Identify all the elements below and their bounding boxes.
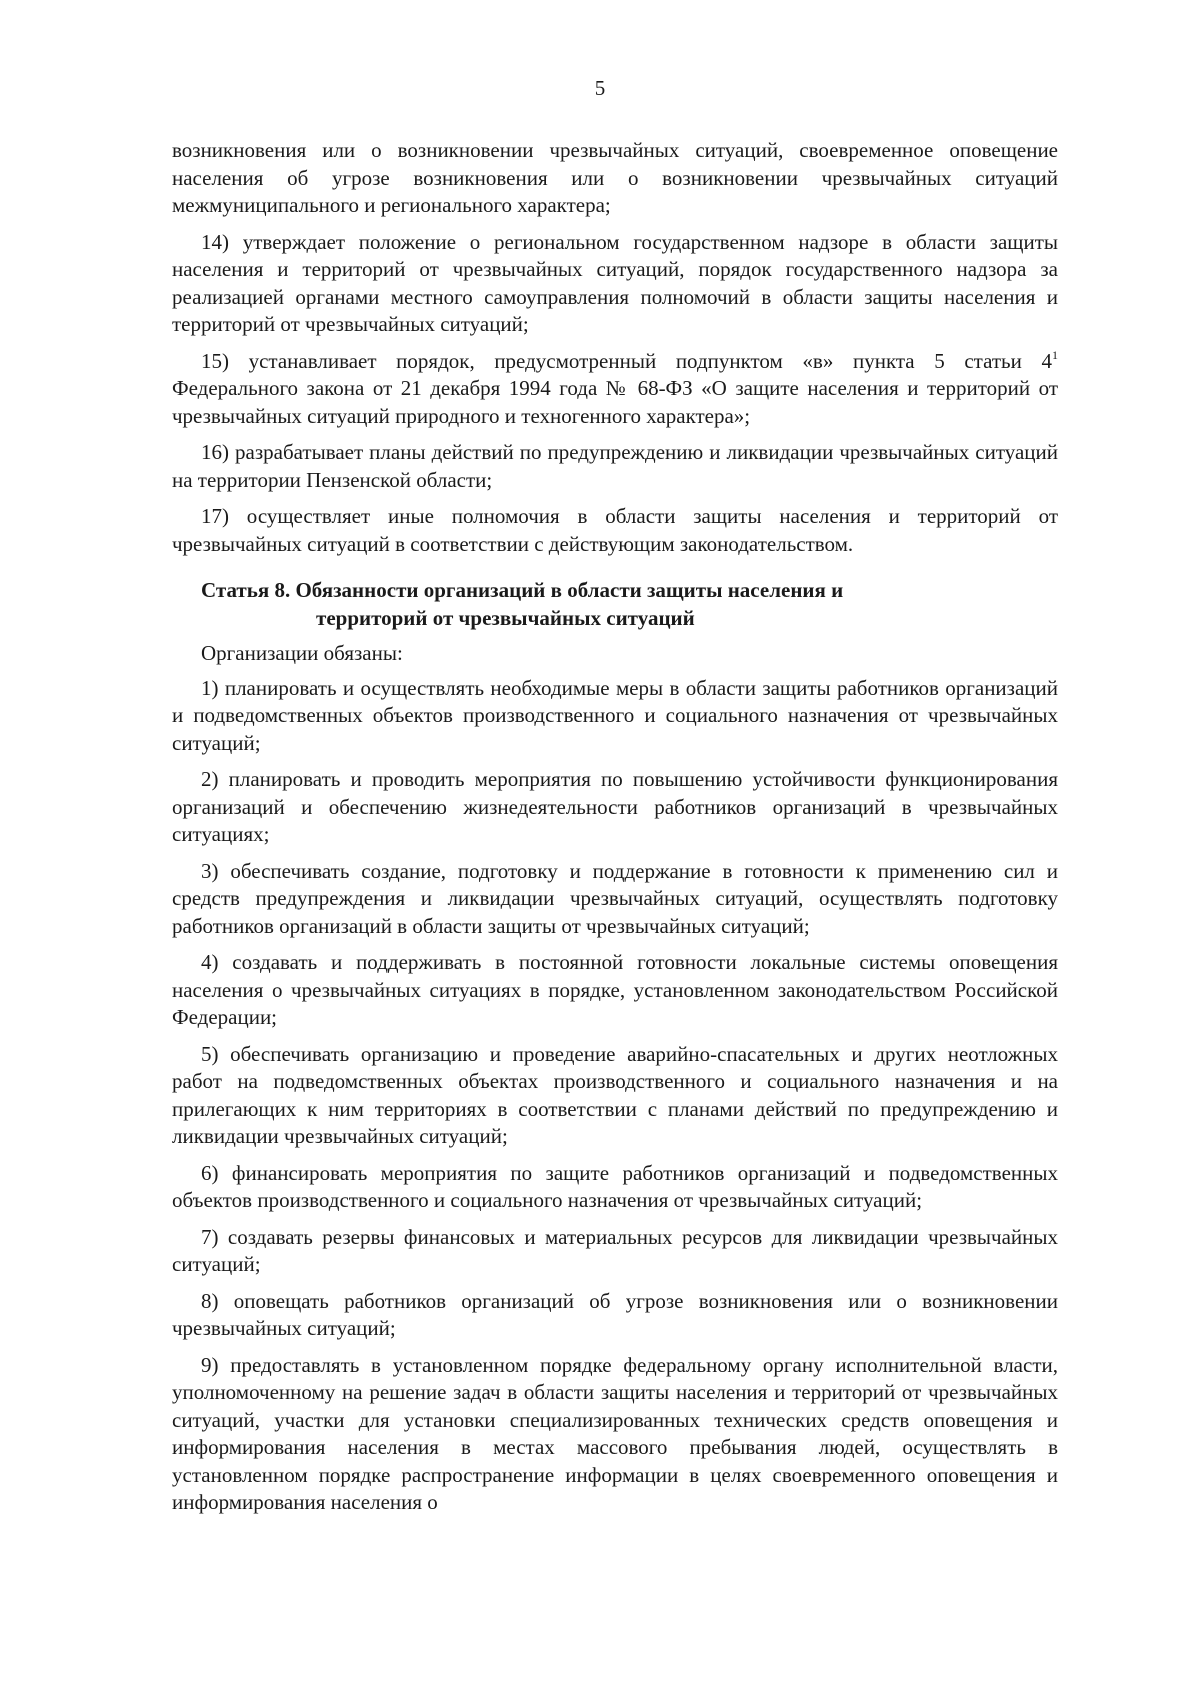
paragraph-item-17: 17) осуществляет иные полномочия в области защиты населения и территорий от чрезвычайных ситуаций в соответствии с действующим законодательством. [172, 504, 1058, 556]
superscript-index: 1 [1052, 347, 1058, 362]
article-item-9: 9) предоставлять в установленном порядке федеральному органу исполнительной власти, уполномоченному на решение задач в области защиты населения и территорий от чрезвычайных ситуаций, участки для установки специализированных технических средств оповещения и информирования населения в местах массового пребывания людей, осуществлять в установленном порядке распространение информации в целях своевременного оповещения и информирования населения о [172, 1352, 1058, 1514]
paragraph-continuation: возникновения или о возникновении чрезвычайных ситуаций, своевременное оповещение населения об угрозе возникновения или о возникновении чрезвычайных ситуаций межмуниципального и регионального характера; [172, 138, 1058, 217]
article-item-8: 8) оповещать работников организаций об угрозе возникновения или о возникновении чрезвычайных ситуаций; [172, 1288, 1058, 1340]
article-item-7: 7) создавать резервы финансовых и материальных ресурсов для ликвидации чрезвычайных ситуаций; [172, 1224, 1058, 1276]
page-body [172, 137, 1058, 1526]
page-number: 5 [594, 76, 606, 100]
article-item-5: 5) обеспечивать организацию и проведение аварийно-спасательных и других неотложных работ на подведомственных объектах производственного и социального назначения и на прилегающих к ним территориях в соответствии с планами действий по предупреждению и ликвидации чрезвычайных ситуаций; [172, 1041, 1058, 1148]
paragraph-item-15 [172, 348, 1058, 431]
article-item-3: 3) обеспечивать создание, подготовку и поддержание в готовности к применению сил и средств предупреждения и ликвидации чрезвычайных ситуаций, осуществлять подготовку работников организаций в области защиты от чрезвычайных ситуаций; [172, 858, 1058, 938]
article-heading [172, 577, 1058, 632]
article-item-2: 2) планировать и проводить мероприятия по повышению устойчивости функционирования организаций и обеспечению жизнедеятельности работников организаций в чрезвычайных ситуациях; [172, 767, 1058, 846]
article-heading-line-1: Статья 8. Обязанности организаций в области защиты населения и [201, 578, 844, 602]
article-item-1: 1) планировать и осуществлять необходимые меры в области защиты работников организаций и подведомственных объектов производственного и социального назначения от чрезвычайных ситуаций; [172, 675, 1058, 755]
paragraph-item-15-text-rest: Федерального закона от 21 декабря 1994 года № 68-ФЗ «О защите населения и территорий от чрезвычайных ситуаций природного и техногенного характера»; [172, 376, 1058, 428]
article-intro: Организации обязаны: [201, 641, 403, 665]
article-item-6: 6) финансировать мероприятия по защите работников организаций и подведомственных объектов производственного и социального назначения от чрезвычайных ситуаций; [172, 1160, 1058, 1212]
article-heading-line-2: территорий от чрезвычайных ситуаций [316, 605, 695, 630]
article-item-4: 4) создавать и поддерживать в постоянной готовности локальные системы оповещения населения о чрезвычайных ситуациях в порядке, установленном законодательством Российской Федерации; [172, 950, 1058, 1029]
paragraph-item-15-text: 15) устанавливает порядок, предусмотренный подпунктом «в» пункта 5 статьи 4 [201, 348, 1052, 373]
paragraph-item-14: 14) утверждает положение о региональном государственном надзоре в области защиты населения и территорий от чрезвычайных ситуаций, порядок государственного надзора за реализацией органами местного самоуправления полномочий в области защиты населения и территорий от чрезвычайных ситуаций; [172, 229, 1058, 336]
paragraph-item-16: 16) разрабатывает планы действий по предупреждению и ликвидации чрезвычайных ситуаций на территории Пензенской области; [172, 440, 1058, 492]
